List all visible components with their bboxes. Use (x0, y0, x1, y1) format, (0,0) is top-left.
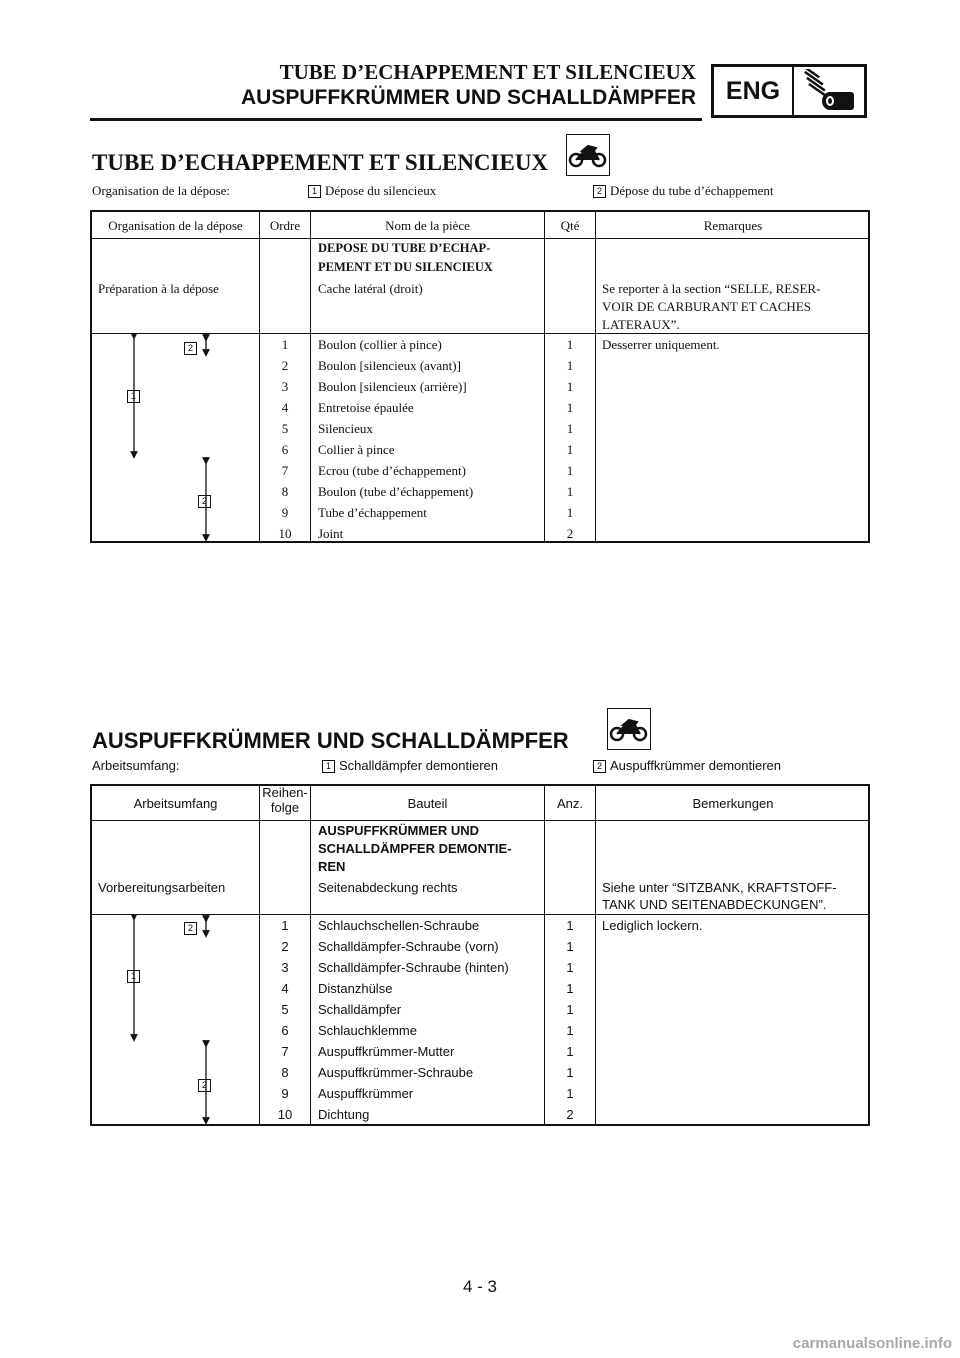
removal-table-de (90, 784, 870, 1126)
qty-cell: 1 (566, 400, 574, 415)
order-cell: 5 (281, 1002, 289, 1017)
qty-cell: 1 (566, 1086, 574, 1101)
col-header: folge (270, 800, 300, 815)
order-cell: 7 (281, 463, 289, 478)
part-cell: Collier à pince (318, 442, 395, 457)
range-marker: 1 (127, 390, 140, 403)
col-header: Bemerkungen (692, 796, 774, 811)
motorcycle-icon (566, 134, 610, 176)
range-marker: 2 (198, 1079, 211, 1092)
org-item-fr-1 (308, 183, 436, 199)
col-header: Anz. (556, 796, 583, 811)
col-divider (310, 786, 311, 1124)
part-cell: Schalldämpfer-Schraube (hinten) (318, 960, 509, 975)
qty-cell: 1 (566, 379, 574, 394)
order-cell: 4 (281, 400, 289, 415)
circled-number: 1 (308, 185, 321, 198)
footer-watermark: carmanualsonline.info (792, 1335, 952, 1352)
header-divider (92, 820, 868, 821)
order-cell: 6 (281, 1023, 289, 1038)
remark-cell: Desserrer uniquement. (602, 337, 720, 352)
qty-cell: 2 (566, 1107, 574, 1122)
qty-cell: 1 (566, 981, 574, 996)
org-item-de-1 (322, 758, 498, 773)
range-arrows (92, 333, 259, 543)
part-cell: Schlauchschellen-Schraube (318, 918, 480, 933)
qty-cell: 1 (566, 960, 574, 975)
qty-cell: 1 (566, 421, 574, 436)
part-cell: Boulon (tube d’échappement) (318, 484, 474, 499)
part-cell: Boulon [silencieux (arrière)] (318, 379, 467, 394)
qty-cell: 1 (566, 337, 574, 352)
order-cell: 3 (281, 379, 289, 394)
org-item-de-2 (593, 758, 781, 773)
range-marker: 2 (184, 342, 197, 355)
qty-cell: 1 (566, 1065, 574, 1080)
prep-remark: LATERAUX”. (602, 317, 680, 332)
col-header: Organisation de la dépose (108, 218, 243, 233)
org-item-text: Dépose du tube d’échappement (610, 183, 774, 198)
org-item-text: Auspuffkrümmer demontieren (610, 758, 782, 773)
range-marker: 1 (127, 970, 140, 983)
part-cell: Schalldämpfer (318, 1002, 402, 1017)
eng-badge (711, 64, 867, 118)
col-header: Arbeitsumfang (133, 796, 218, 811)
order-cell: 9 (281, 505, 289, 520)
col-header: Ordre (269, 218, 301, 233)
header-rule (90, 118, 702, 121)
removal-table-fr (90, 210, 870, 543)
col-header: Reihen- (262, 785, 308, 800)
range-marker: 2 (184, 922, 197, 935)
part-cell: Entretoise épaulée (318, 400, 414, 415)
order-cell: 1 (281, 337, 289, 352)
part-cell: Dichtung (318, 1107, 370, 1122)
org-label-de: Arbeitsumfang: (92, 758, 180, 773)
org-item-text: Schalldämpfer demontieren (339, 758, 498, 773)
qty-cell: 1 (566, 939, 574, 954)
prep-remark: TANK UND SEITENABDECKUNGEN”. (602, 897, 827, 912)
circled-number: 1 (322, 760, 335, 773)
org-label-fr: Organisation de la dépose: (92, 183, 231, 198)
qty-cell: 1 (566, 918, 574, 933)
qty-cell: 1 (566, 463, 574, 478)
part-cell: Silencieux (318, 421, 373, 436)
prep-heading: REN (318, 859, 346, 874)
prep-remark: Se reporter à la section “SELLE, RESER- (602, 281, 821, 296)
col-header: Bauteil (407, 796, 448, 811)
part-cell: Boulon [silencieux (avant)] (318, 358, 461, 373)
part-cell: Schlauchklemme (318, 1023, 417, 1038)
prep-heading: PEMENT ET DU SILENCIEUX (318, 260, 493, 274)
prep-heading: AUSPUFFKRÜMMER UND (318, 823, 480, 838)
part-cell: Auspuffkrümmer-Mutter (318, 1044, 455, 1059)
part-cell: Ecrou (tube d’échappement) (318, 463, 466, 478)
section-title-de: AUSPUFFKRÜMMER UND SCHALLDÄMPFER (92, 728, 569, 753)
col-header: Qté (560, 218, 580, 233)
order-cell: 9 (281, 1086, 289, 1101)
prep-part: Seitenabdeckung rechts (318, 880, 458, 895)
header-title-de: AUSPUFFKRÜMMER UND SCHALLDÄMPFER (241, 86, 696, 109)
order-cell: 2 (281, 939, 289, 954)
order-cell: 5 (281, 421, 289, 436)
qty-cell: 2 (566, 526, 574, 541)
col-header: Nom de la pièce (385, 218, 470, 233)
part-cell: Auspuffkrümmer-Schraube (318, 1065, 474, 1080)
prep-job: Préparation à la dépose (98, 281, 219, 296)
order-cell: 7 (281, 1044, 289, 1059)
prep-remark: Siehe unter “SITZBANK, KRAFTSTOFF- (602, 880, 837, 895)
exhaust-icon (794, 67, 864, 115)
qty-cell: 1 (566, 1023, 574, 1038)
org-item-fr-2 (593, 183, 774, 199)
circled-number: 2 (593, 185, 606, 198)
qty-cell: 1 (566, 442, 574, 457)
order-cell: 10 (277, 1107, 293, 1122)
col-divider (595, 212, 596, 541)
qty-cell: 1 (566, 1044, 574, 1059)
part-cell: Joint (318, 526, 344, 541)
col-header: Remarques (703, 218, 763, 233)
order-cell: 8 (281, 1065, 289, 1080)
eng-badge-label: ENG (714, 67, 794, 115)
prep-remark: VOIR DE CARBURANT ET CACHES (602, 299, 811, 314)
prep-job: Vorbereitungsarbeiten (98, 880, 226, 895)
part-cell: Distanzhülse (318, 981, 393, 996)
col-divider (310, 212, 311, 541)
part-cell: Tube d’échappement (318, 505, 427, 520)
part-cell: Boulon (collier à pince) (318, 337, 442, 352)
order-cell: 4 (281, 981, 289, 996)
motorcycle-icon (607, 708, 651, 750)
qty-cell: 1 (566, 358, 574, 373)
section-title-fr: TUBE D’ECHAPPEMENT ET SILENCIEUX (92, 150, 549, 175)
prep-part: Cache latéral (droit) (318, 281, 423, 296)
prep-heading: DEPOSE DU TUBE D’ECHAP- (318, 241, 491, 255)
col-divider (595, 786, 596, 1124)
org-item-text: Dépose du silencieux (325, 183, 437, 198)
qty-cell: 1 (566, 1002, 574, 1017)
order-cell: 3 (281, 960, 289, 975)
range-arrows (92, 914, 259, 1126)
qty-cell: 1 (566, 505, 574, 520)
order-cell: 10 (278, 526, 292, 541)
order-cell: 2 (281, 358, 289, 373)
range-marker: 2 (198, 495, 211, 508)
page-number: 4 - 3 (462, 1277, 498, 1296)
prep-heading: SCHALLDÄMPFER DEMONTIE- (318, 841, 512, 856)
qty-cell: 1 (566, 484, 574, 499)
remark-cell: Lediglich lockern. (602, 918, 703, 933)
order-cell: 1 (281, 918, 289, 933)
part-cell: Auspuffkrümmer (318, 1086, 414, 1101)
order-cell: 8 (281, 484, 289, 499)
order-cell: 6 (281, 442, 289, 457)
part-cell: Schalldämpfer-Schraube (vorn) (318, 939, 499, 954)
circled-number: 2 (593, 760, 606, 773)
header-title-fr: TUBE D’ECHAPPEMENT ET SILENCIEUX (279, 60, 696, 84)
